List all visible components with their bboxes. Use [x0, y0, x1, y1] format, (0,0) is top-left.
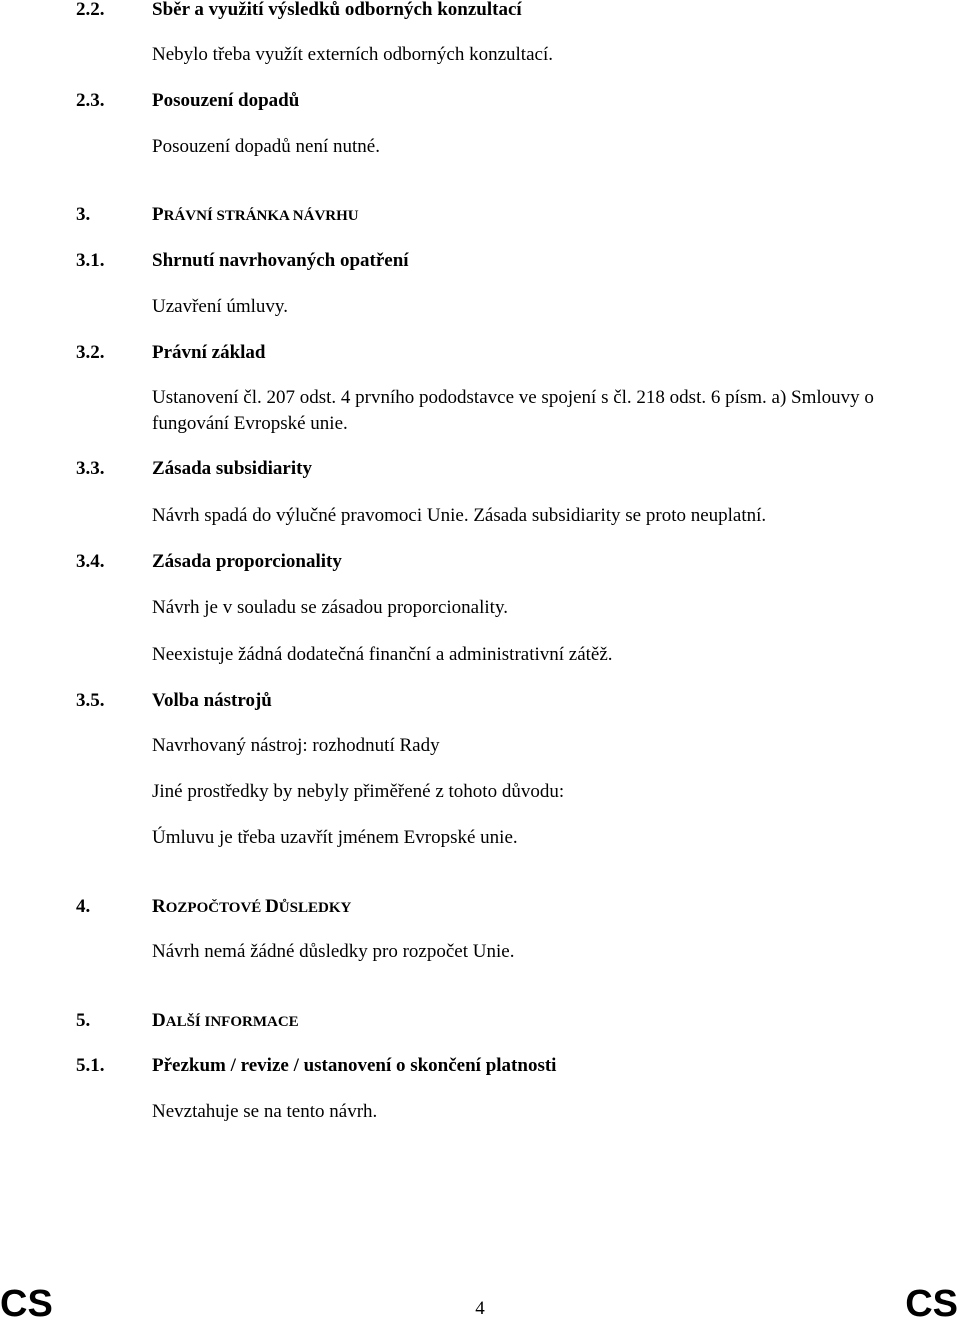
section-number: 3.1. [76, 250, 105, 271]
section-title: DALŠÍ INFORMACE [152, 1010, 299, 1031]
paragraph-text: Návrh je v souladu se zásadou proporcionality. [152, 597, 508, 618]
page-number: 4 [475, 1298, 485, 1319]
paragraph-text: Jiné prostředky by nebyly přiměřené z tohoto důvodu: [152, 781, 565, 802]
section-number: 3. [76, 204, 91, 225]
section-title: Přezkum / revize / ustanovení o skončení platnosti [152, 1055, 557, 1076]
section-title: Volba nástrojů [152, 690, 272, 711]
section-number: 3.4. [76, 551, 105, 572]
section-number: 2.3. [76, 90, 105, 111]
section-number: 3.3. [76, 458, 105, 479]
section-number: 3.5. [76, 690, 105, 711]
section-number: 4. [76, 896, 91, 917]
footer-language-right: CS [905, 1283, 958, 1325]
paragraph-text: Navrhovaný nástroj: rozhodnutí Rady [152, 735, 440, 756]
section-title: Sběr a využití výsledků odborných konzultací [152, 0, 522, 20]
section-number: 2.2. [76, 0, 105, 20]
section-title: Posouzení dopadů [152, 90, 300, 111]
paragraph-text: Návrh spadá do výlučné pravomoci Unie. Zásada subsidiarity se proto neuplatní. [152, 505, 767, 526]
paragraph-text: Posouzení dopadů není nutné. [152, 136, 380, 157]
section-title: Právní základ [152, 342, 266, 363]
paragraph: Ustanovení čl. 207 odst. 4 prvního pododstavce ve spojení s čl. 218 odst. 6 písm. a) Smlouvy o fungování Evropské unie. [152, 387, 874, 434]
paragraph-text: Uzavření úmluvy. [152, 296, 288, 317]
section-number: 5.1. [76, 1055, 105, 1076]
section-title: PRÁVNÍ STRÁNKA NÁVRHU [152, 204, 359, 225]
paragraph-text: Úmluvu je třeba uzavřít jménem Evropské unie. [152, 827, 518, 848]
section-title: ROZPOČTOVÉ DŮSLEDKY [152, 896, 352, 917]
paragraph-text: Návrh nemá žádné důsledky pro rozpočet Unie. [152, 941, 515, 962]
section-number: 5. [76, 1010, 91, 1031]
section-number: 3.2. [76, 342, 105, 363]
section-title: Zásada proporcionality [152, 551, 342, 572]
section-title: Zásada subsidiarity [152, 458, 312, 479]
paragraph-text: Nebylo třeba využít externích odborných konzultací. [152, 44, 553, 65]
section-title: Shrnutí navrhovaných opatření [152, 250, 409, 271]
paragraph-text: Neexistuje žádná dodatečná finanční a administrativní zátěž. [152, 644, 613, 665]
footer-language-left: CS [0, 1283, 53, 1325]
paragraph-text: Nevztahuje se na tento návrh. [152, 1101, 378, 1122]
